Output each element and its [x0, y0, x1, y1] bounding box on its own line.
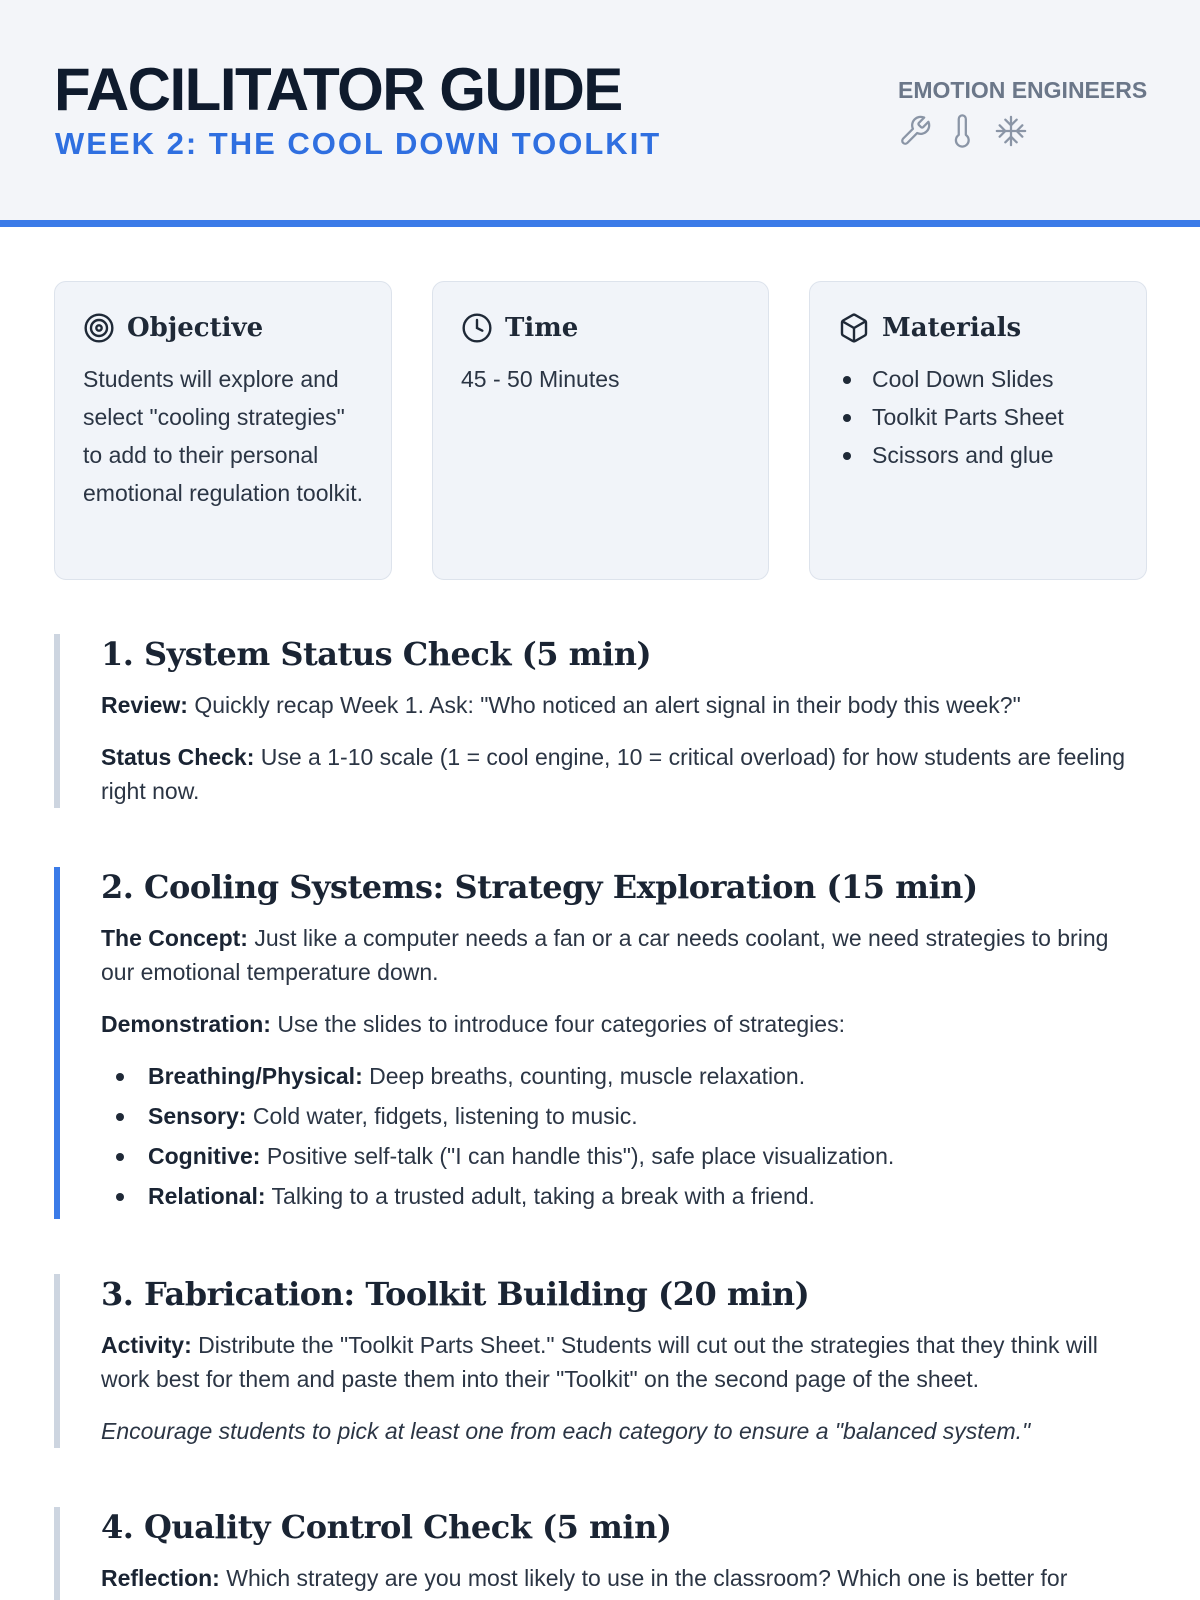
brand-name: EMOTION ENGINEERS [898, 77, 1148, 103]
materials-title: Materials [882, 313, 1022, 343]
paragraph-label: The Concept: [101, 925, 248, 951]
item-text: Deep breaths, counting, muscle relaxation. [362, 1063, 806, 1089]
time-text: 45 - 50 Minutes [461, 366, 620, 392]
list-item: Scissors and glue [838, 436, 1118, 474]
list-item: Toolkit Parts Sheet [838, 398, 1118, 436]
section-title: 4. Quality Control Check (5 min) [101, 1508, 672, 1546]
item-label: Cognitive: [148, 1143, 261, 1169]
objective-text: Students will explore and select "cooling strategies" to add to their personal emotional regulation toolkit. [83, 366, 363, 506]
section-paragraph [101, 740, 1148, 808]
target-icon [83, 312, 115, 344]
section-title: 2. Cooling Systems: Strategy Exploration (15 min) [101, 868, 978, 906]
box-icon [838, 312, 870, 344]
snowflake-icon [994, 114, 1028, 148]
item-text: Cold water, fidgets, listening to music. [246, 1103, 638, 1129]
list-item [101, 1179, 1148, 1213]
section-paragraph [101, 688, 1148, 722]
time-card [432, 281, 769, 580]
item-label: Sensory: [148, 1103, 247, 1129]
paragraph-text: Use a 1-10 scale (1 = cool engine, 10 = critical overload) for how students are feeling right now. [101, 744, 1126, 804]
page-subtitle: WEEK 2: THE COOL DOWN TOOLKIT [55, 126, 662, 161]
section-title: 3. Fabrication: Toolkit Building (20 min) [101, 1275, 810, 1313]
thermometer-icon [946, 114, 980, 148]
paragraph-label: Status Check: [101, 744, 255, 770]
section-quality-control [54, 1507, 1148, 1600]
page-header [0, 0, 1200, 227]
list-item [101, 1099, 1148, 1133]
paragraph-label: Review: [101, 692, 188, 718]
materials-card [809, 281, 1147, 580]
brand-icons [898, 114, 1028, 148]
page-title: FACILITATOR GUIDE [54, 56, 622, 123]
item-text: Talking to a trusted adult, taking a break with a friend. [265, 1183, 815, 1209]
time-title: Time [505, 313, 579, 343]
list-item [101, 1139, 1148, 1173]
section-paragraph [101, 1328, 1148, 1396]
section-paragraph [101, 1007, 1148, 1041]
paragraph-label: Demonstration: [101, 1011, 271, 1037]
section-status-check [54, 634, 1148, 808]
list-item: Cool Down Slides [838, 360, 1118, 398]
paragraph-text: Use the slides to introduce four categories of strategies: [270, 1011, 845, 1037]
paragraph-text: Just like a computer needs a fan or a car needs coolant, we need strategies to bring our emotional temperature down. [101, 925, 1109, 985]
objective-title: Objective [127, 313, 264, 343]
section-title: 1. System Status Check (5 min) [101, 635, 652, 673]
paragraph-label: Activity: [101, 1332, 192, 1358]
wrench-icon [898, 114, 932, 148]
section-note: Encourage students to pick at least one from each category to ensure a "balanced system." [101, 1418, 1031, 1444]
paragraph-text: Distribute the "Toolkit Parts Sheet." Students will cut out the strategies that they think will work best for them and paste them into their "Toolkit" on the second page of the sheet. [101, 1332, 1098, 1392]
section-toolkit-building [54, 1274, 1148, 1448]
item-label: Relational: [148, 1183, 266, 1209]
clock-icon [461, 312, 493, 344]
list-item [101, 1059, 1148, 1093]
section-strategy-exploration [54, 867, 1148, 1219]
strategy-list [101, 1059, 1148, 1213]
paragraph-text: Which strategy are you most likely to use in the classroom? Which one is better for [219, 1565, 1068, 1591]
paragraph-text: Quickly recap Week 1. Ask: "Who noticed an alert signal in their body this week?" [187, 692, 1021, 718]
section-paragraph [101, 921, 1148, 989]
item-text: Positive self-talk ("I can handle this"), safe place visualization. [260, 1143, 895, 1169]
section-paragraph [101, 1561, 1148, 1595]
paragraph-label: Reflection: [101, 1565, 220, 1591]
objective-card [54, 281, 392, 580]
materials-list [838, 360, 1118, 474]
item-label: Breathing/Physical: [148, 1063, 363, 1089]
